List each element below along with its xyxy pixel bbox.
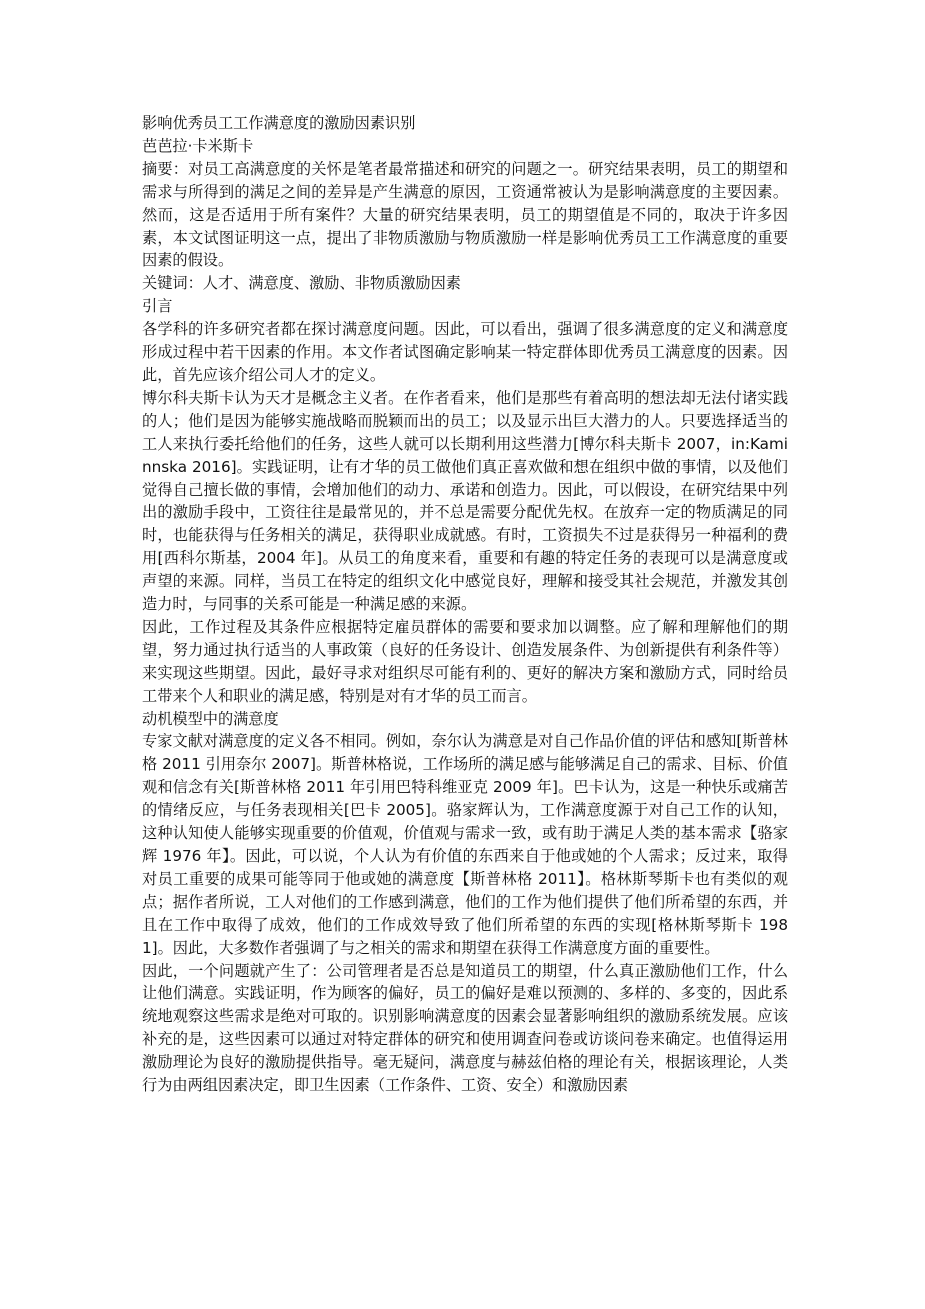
intro-paragraph-1: 各学科的许多研究者都在探讨满意度问题。因此，可以看出，强调了很多满意度的定义和满意度形成过程中若干因素的作用。本文作者试图确定影响某一特定群体即优秀员工满意度的因素。因此，首先应该介绍公司人才的定义。 bbox=[142, 320, 788, 384]
keywords-line: 关键词：人才、满意度、激励、非物质激励因素 bbox=[142, 274, 461, 293]
motivation-paragraph-1: 专家文献对满意度的定义各不相同。例如，奈尔认为满意是对自己作品价值的评估和感知[斯普林格 2011 引用奈尔 2007]。斯普林格说，工作场所的满足感与能够满足自己的需求、目标、价值观和信念有关[斯普林格 2011 年引用巴特科维亚克 2009 年]。巴卡认为，这是一种快乐或痛苦的情绪反应，与任务表现相关[巴卡 2005]。骆家辉认为，工作满意度源于对自己工作的认知，这种认知使人能够实现重要的价值观，价值观与需求一致，或有助于满足人类的基本需求【骆家辉 1976 年】。因此，可以说，个人认为有价值的东西来自于他或她的个人需求；反过来，取得对员工重要的成果可能等同于他或她的满意度【斯普林格 2011】。格林斯琴斯卡也有类似的观点；据作者所说，工人对他们的工作感到满意，他们的工作为他们提供了他们所希望的东西，并且在工作中取得了成效，他们的工作成效导致了他们所希望的东西的实现[格林斯琴斯卡 1981]。因此，大多数作者强调了与之相关的需求和期望在获得工作满意度方面的重要性。 bbox=[142, 732, 788, 957]
section-heading-intro: 引言 bbox=[142, 297, 173, 316]
intro-paragraph-2: 博尔科夫斯卡认为天才是概念主义者。在作者看来，他们是那些有着高明的想法却无法付诸实践的人；他们是因为能够实施战略而脱颖而出的员工；以及显示出巨大潜力的人。只要选择适当的工人来执行委托给他们的任务，这些人就可以长期利用这些潜力[博尔科夫斯卡 2007，in:Kami nnska 2016]。实践证明，让有才华的员工做他们真正喜欢做和想在组织中做的事情，以及他们觉得自己擅长做的事情，会增加他们的动力、承诺和创造力。因此，可以假设，在研究结果中列出的激励手段中，工资往往是最常见的，并不总是需要分配优先权。在放弃一定的物质满足的同时，也能获得与任务相关的满足，获得职业成就感。有时，工资损失不过是获得另一种福利的费用[西科尔斯基，2004 年]。从员工的角度来看，重要和有趣的特定任务的表现可以是满意度或声望的来源。同样，当员工在特定的组织文化中感觉良好，理解和接受其社会规范，并激发其创造力时，与同事的关系可能是一种满足感的来源。 bbox=[142, 388, 788, 614]
abstract-paragraph: 摘要：对员工高满意度的关怀是笔者最常描述和研究的问题之一。研究结果表明，员工的期望和需求与所得到的满足之间的差异是产生满意的原因，工资通常被认为是影响满意度的主要因素。然而，这是否适用于所有案件？大量的研究结果表明，员工的期望值是不同的，取决于许多因素，本文试图证明这一点，提出了非物质激励与物质激励一样是影响优秀员工工作满意度的重要因素的假设。 bbox=[142, 159, 788, 270]
section-heading-motivation: 动机模型中的满意度 bbox=[142, 709, 279, 728]
intro-paragraph-3: 因此，工作过程及其条件应根据特定雇员群体的需要和要求加以调整。应了解和理解他们的期望，努力通过执行适当的人事政策（良好的任务设计、创造发展条件、为创新提供有利条件等）来实现这些期望。因此，最好寻求对组织尽可能有利的、更好的解决方案和激励方式，同时给员工带来个人和职业的满足感，特别是对有才华的员工而言。 bbox=[142, 617, 788, 705]
document-author: 芭芭拉·卡米斯卡 bbox=[142, 136, 254, 155]
document-page bbox=[142, 112, 788, 1097]
document-title: 影响优秀员工工作满意度的激励因素识别 bbox=[142, 114, 416, 132]
motivation-paragraph-2: 因此，一个问题就产生了：公司管理者是否总是知道员工的期望，什么真正激励他们工作，什么让他们满意。实践证明，作为顾客的偏好，员工的偏好是难以预测的、多样的、多变的，因此系统地观察这些需求是绝对可取的。识别影响满意度的因素会显著影响组织的激励系统发展。应该补充的是，这些因素可以通过对特定群体的研究和使用调查问卷或访谈问卷来确定。也值得运用激励理论为良好的激励提供指导。毫无疑问，满意度与赫兹伯格的理论有关，根据该理论，人类行为由两组因素决定，即卫生因素（工作条件、工资、安全）和激励因素 bbox=[142, 961, 788, 1095]
